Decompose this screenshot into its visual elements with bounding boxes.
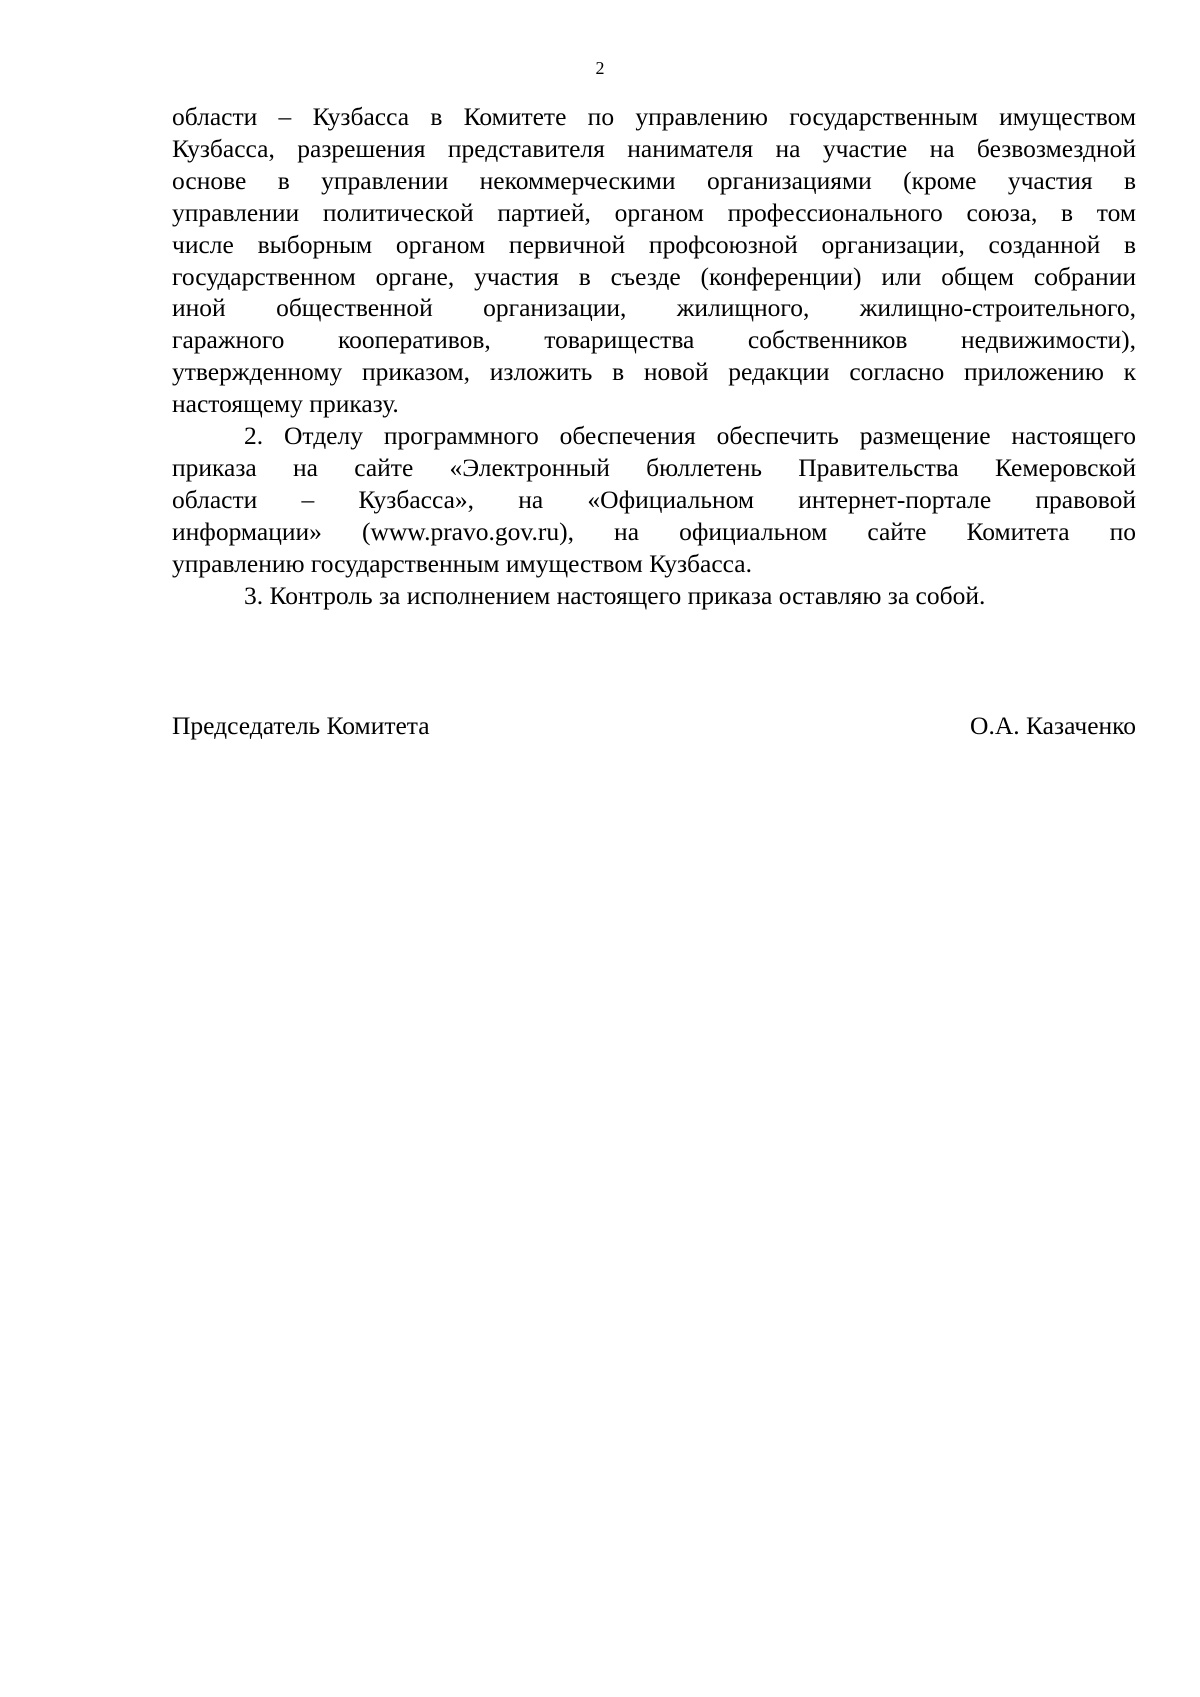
- text-line: утвержденному приказом, изложить в новой редакции согласно приложению к: [172, 357, 1136, 387]
- paragraph-2: [172, 420, 1136, 580]
- text-line: Кузбасса, разрешения представителя нанимателя на участие на безвозмездной: [172, 133, 1136, 163]
- text-line: области – Кузбасса в Комитете по управлению государственным имуществом: [172, 102, 1136, 131]
- text-line: иной общественной организации, жилищного, жилищно-строительного,: [172, 293, 1136, 323]
- text-line: управлению государственным имуществом Кузбасса.: [172, 548, 752, 578]
- page-number: 2: [595, 58, 605, 78]
- text-line: информации» (www.pravo.gov.ru), на официальном сайте Комитета по: [172, 516, 1136, 546]
- signatory-title: Председатель Комитета: [172, 711, 430, 740]
- document-body: [172, 101, 1136, 612]
- text-line: числе выборным органом первичной профсоюзной организации, созданной в: [172, 229, 1136, 259]
- text-line: настоящему приказу.: [172, 389, 399, 419]
- text-line: 2. Отделу программного обеспечения обеспечить размещение настоящего: [244, 421, 1136, 451]
- text-line: государственном органе, участия в съезде (конференции) или общем собрании: [172, 261, 1136, 291]
- signatory-name: О.А. Казаченко: [970, 711, 1136, 740]
- text-line: области – Кузбасса», на «Официальном интернет-портале правовой: [172, 484, 1136, 514]
- text-line: приказа на сайте «Электронный бюллетень Правительства Кемеровской: [172, 452, 1136, 482]
- text-line: управлении политической партией, органом профессионального союза, в том: [172, 197, 1136, 227]
- text-line: гаражного кооперативов, товарищества собственников недвижимости),: [172, 325, 1136, 355]
- paragraph-1: [172, 101, 1136, 420]
- text-line: основе в управлении некоммерческими организациями (кроме участия в: [172, 165, 1136, 195]
- paragraph-3: [172, 580, 1136, 612]
- text-line: 3. Контроль за исполнением настоящего приказа оставляю за собой.: [244, 580, 986, 610]
